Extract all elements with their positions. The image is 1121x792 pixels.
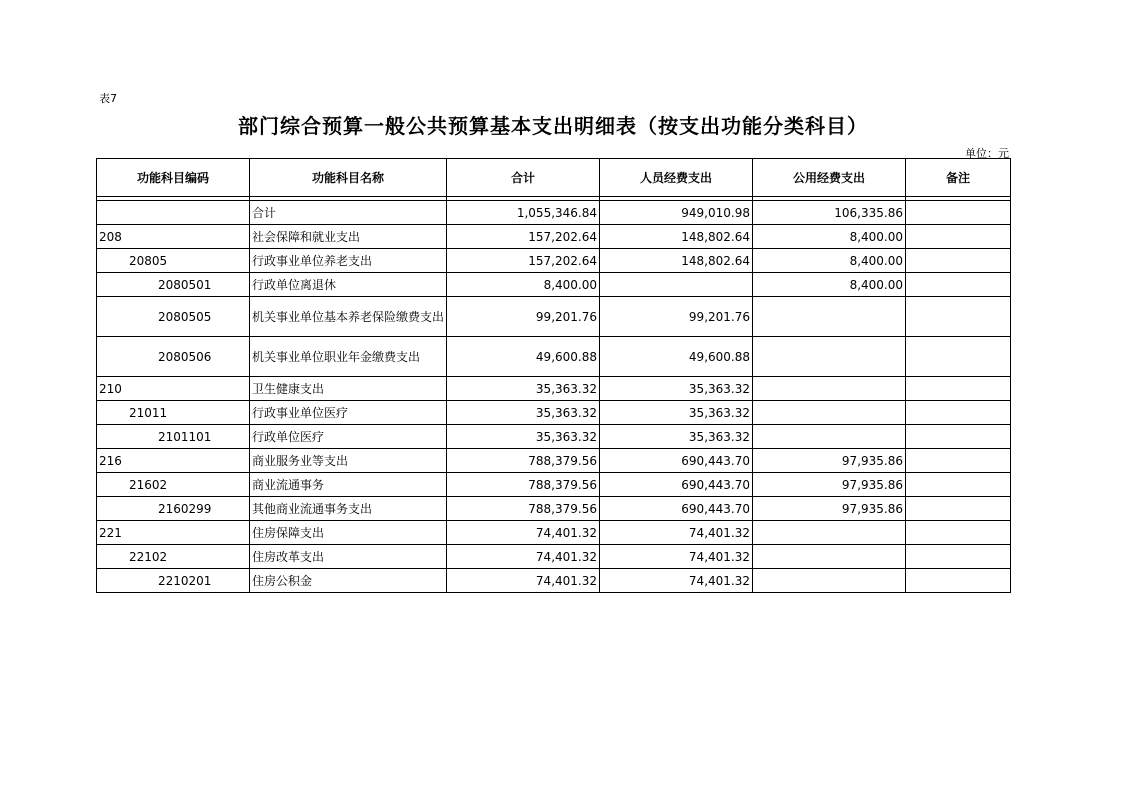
- cell-note: [906, 249, 1011, 273]
- cell-personnel: 148,802.64: [600, 225, 753, 249]
- cell-name: 行政事业单位养老支出: [250, 249, 447, 273]
- cell-total: 35,363.32: [447, 425, 600, 449]
- cell-personnel: 35,363.32: [600, 401, 753, 425]
- cell-total: 49,600.88: [447, 337, 600, 377]
- table-row: [97, 449, 1011, 473]
- cell-public: 97,935.86: [753, 449, 906, 473]
- cell-code: 2080501: [97, 273, 250, 297]
- cell-total: 788,379.56: [447, 449, 600, 473]
- cell-note: [906, 377, 1011, 401]
- cell-code: 22102: [97, 545, 250, 569]
- table-row: [97, 473, 1011, 497]
- cell-code: 208: [97, 225, 250, 249]
- cell-name: 住房公积金: [250, 569, 447, 593]
- cell-code: 21602: [97, 473, 250, 497]
- cell-name: 社会保障和就业支出: [250, 225, 447, 249]
- table-row: [97, 225, 1011, 249]
- cell-total: 74,401.32: [447, 545, 600, 569]
- table-row: [97, 569, 1011, 593]
- cell-personnel: 99,201.76: [600, 297, 753, 337]
- cell-total: 788,379.56: [447, 497, 600, 521]
- cell-public: 8,400.00: [753, 225, 906, 249]
- cell-note: [906, 225, 1011, 249]
- cell-total: 157,202.64: [447, 225, 600, 249]
- cell-public: [753, 297, 906, 337]
- cell-note: [906, 569, 1011, 593]
- cell-note: [906, 401, 1011, 425]
- cell-public: 97,935.86: [753, 473, 906, 497]
- unit-label: 单位：元: [965, 147, 1009, 160]
- cell-code: 20805: [97, 249, 250, 273]
- cell-personnel: [600, 273, 753, 297]
- table-row: [97, 497, 1011, 521]
- header-personnel: 人员经费支出: [600, 159, 753, 197]
- cell-public: [753, 401, 906, 425]
- cell-name: 住房保障支出: [250, 521, 447, 545]
- cell-personnel: 74,401.32: [600, 521, 753, 545]
- cell-note: [906, 449, 1011, 473]
- header-note: 备注: [906, 159, 1011, 197]
- cell-total: 1,055,346.84: [447, 201, 600, 225]
- cell-note: [906, 297, 1011, 337]
- table-row: [97, 401, 1011, 425]
- table-row: [97, 425, 1011, 449]
- table-row: [97, 521, 1011, 545]
- cell-code: 210: [97, 377, 250, 401]
- cell-note: [906, 273, 1011, 297]
- cell-name: 商业流通事务: [250, 473, 447, 497]
- cell-public: [753, 377, 906, 401]
- cell-note: [906, 473, 1011, 497]
- cell-name: 合计: [250, 201, 447, 225]
- cell-name: 行政事业单位医疗: [250, 401, 447, 425]
- cell-public: 106,335.86: [753, 201, 906, 225]
- table-row: [97, 545, 1011, 569]
- cell-total: 8,400.00: [447, 273, 600, 297]
- cell-public: [753, 521, 906, 545]
- cell-name: 卫生健康支出: [250, 377, 447, 401]
- cell-code: 2101101: [97, 425, 250, 449]
- table-row: [97, 249, 1011, 273]
- cell-code: 2080505: [97, 297, 250, 337]
- table-number: 表7: [99, 92, 117, 105]
- cell-public: [753, 425, 906, 449]
- cell-note: [906, 521, 1011, 545]
- cell-personnel: 690,443.70: [600, 449, 753, 473]
- cell-total: 74,401.32: [447, 521, 600, 545]
- table-row: [97, 337, 1011, 377]
- cell-public: [753, 337, 906, 377]
- cell-personnel: 49,600.88: [600, 337, 753, 377]
- cell-code: [97, 201, 250, 225]
- cell-code: 221: [97, 521, 250, 545]
- cell-public: [753, 569, 906, 593]
- cell-code: 2210201: [97, 569, 250, 593]
- cell-name: 商业服务业等支出: [250, 449, 447, 473]
- cell-name: 行政单位离退休: [250, 273, 447, 297]
- cell-public: 8,400.00: [753, 273, 906, 297]
- cell-total: 35,363.32: [447, 377, 600, 401]
- cell-public: [753, 545, 906, 569]
- cell-personnel: 148,802.64: [600, 249, 753, 273]
- cell-name: 机关事业单位基本养老保险缴费支出: [250, 297, 447, 337]
- cell-name: 住房改革支出: [250, 545, 447, 569]
- cell-code: 216: [97, 449, 250, 473]
- table-row: [97, 201, 1011, 225]
- cell-personnel: 690,443.70: [600, 473, 753, 497]
- table-row: [97, 377, 1011, 401]
- cell-public: 8,400.00: [753, 249, 906, 273]
- cell-note: [906, 425, 1011, 449]
- cell-name: 行政单位医疗: [250, 425, 447, 449]
- cell-personnel: 949,010.98: [600, 201, 753, 225]
- cell-name: 机关事业单位职业年金缴费支出: [250, 337, 447, 377]
- cell-note: [906, 201, 1011, 225]
- cell-total: 157,202.64: [447, 249, 600, 273]
- budget-table-body: [97, 159, 1011, 593]
- header-code: 功能科目编码: [97, 159, 250, 197]
- table-header-row: [97, 159, 1011, 197]
- header-total: 合计: [447, 159, 600, 197]
- page-title: 部门综合预算一般公共预算基本支出明细表（按支出功能分类科目）: [238, 114, 868, 138]
- cell-note: [906, 337, 1011, 377]
- cell-personnel: 35,363.32: [600, 425, 753, 449]
- cell-name: 其他商业流通事务支出: [250, 497, 447, 521]
- table-row: [97, 273, 1011, 297]
- cell-total: 788,379.56: [447, 473, 600, 497]
- table-row: [97, 297, 1011, 337]
- cell-code: 2080506: [97, 337, 250, 377]
- header-name: 功能科目名称: [250, 159, 447, 197]
- cell-personnel: 690,443.70: [600, 497, 753, 521]
- cell-note: [906, 497, 1011, 521]
- cell-total: 99,201.76: [447, 297, 600, 337]
- cell-total: 74,401.32: [447, 569, 600, 593]
- budget-table: [96, 158, 1011, 593]
- cell-personnel: 74,401.32: [600, 569, 753, 593]
- cell-personnel: 35,363.32: [600, 377, 753, 401]
- cell-public: 97,935.86: [753, 497, 906, 521]
- cell-code: 21011: [97, 401, 250, 425]
- cell-note: [906, 545, 1011, 569]
- cell-personnel: 74,401.32: [600, 545, 753, 569]
- cell-total: 35,363.32: [447, 401, 600, 425]
- header-public: 公用经费支出: [753, 159, 906, 197]
- cell-code: 2160299: [97, 497, 250, 521]
